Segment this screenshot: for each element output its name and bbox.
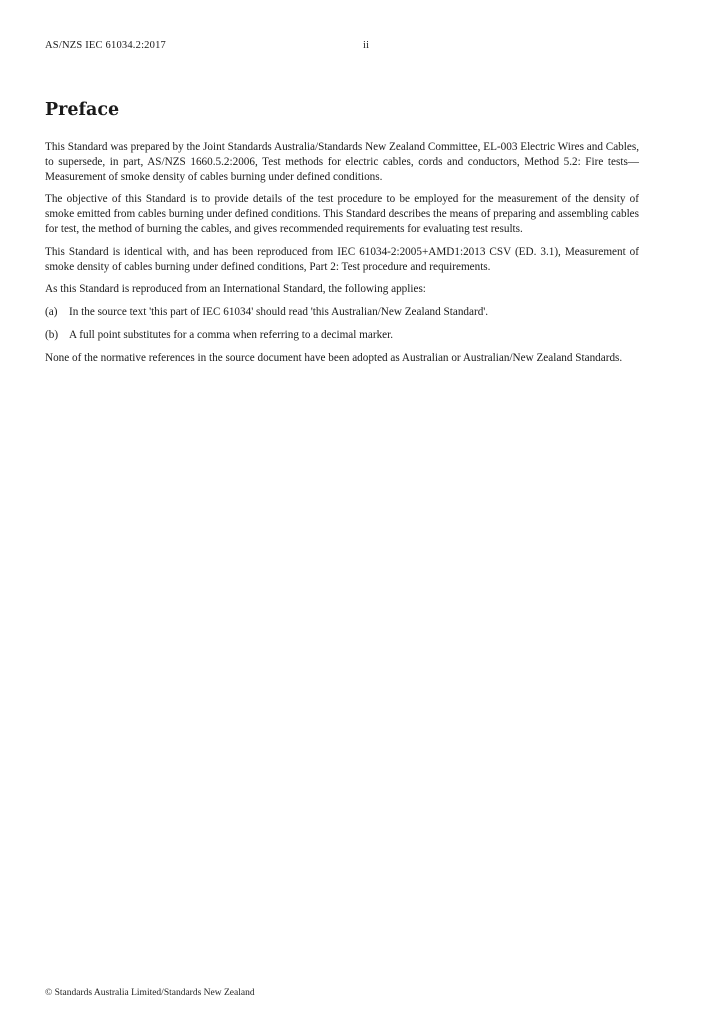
list-text: In the source text 'this part of IEC 61034' should read 'this Australian/New Zealand Standard'. [69, 306, 489, 319]
list-item [45, 328, 639, 343]
paragraph-objective: The objective of this Standard is to provide details of the test procedure to be employed for the measurement of the density of smoke emitted from cables burning under defined conditions. This Standard describes the means of preparing and assembling cables for test, the method of burning the cables, and gives recommended requirements for evaluating test results. [45, 193, 639, 235]
preface-body [45, 140, 639, 374]
copyright-footer: © Standards Australia Limited/Standards New Zealand [45, 988, 255, 998]
page-number: ii [363, 40, 370, 51]
list-item [45, 305, 639, 320]
paragraph-normative-references: None of the normative references in the source document have been adopted as Australian or Australian/New Zealand Standards. [45, 351, 623, 364]
list-text: A full point substitutes for a comma when referring to a decimal marker. [69, 328, 394, 341]
list-marker: (b) [45, 328, 59, 341]
paragraph-committee: This Standard was prepared by the Joint Standards Australia/Standards New Zealand Committee, EL-003 Electric Wires and Cables, to supersede, in part, AS/NZS 1660.5.2:2006, Test methods for electric cables, cords and conductors, Method 5.2: Fire tests—Measurement of smoke density of cables burning under defined conditions. [45, 141, 639, 183]
document-identifier: AS/NZS IEC 61034.2:2017 [45, 40, 166, 51]
page-title: Preface [45, 100, 120, 120]
paragraph-applies: As this Standard is reproduced from an International Standard, the following applies: [45, 283, 426, 296]
paragraph-identical: This Standard is identical with, and has been reproduced from IEC 61034-2:2005+AMD1:2013 CSV (ED. 3.1), Measurement of smoke density of cables burning under defined conditions, Part 2: Test procedure and requirements. [45, 245, 639, 273]
list-marker: (a) [45, 306, 58, 319]
